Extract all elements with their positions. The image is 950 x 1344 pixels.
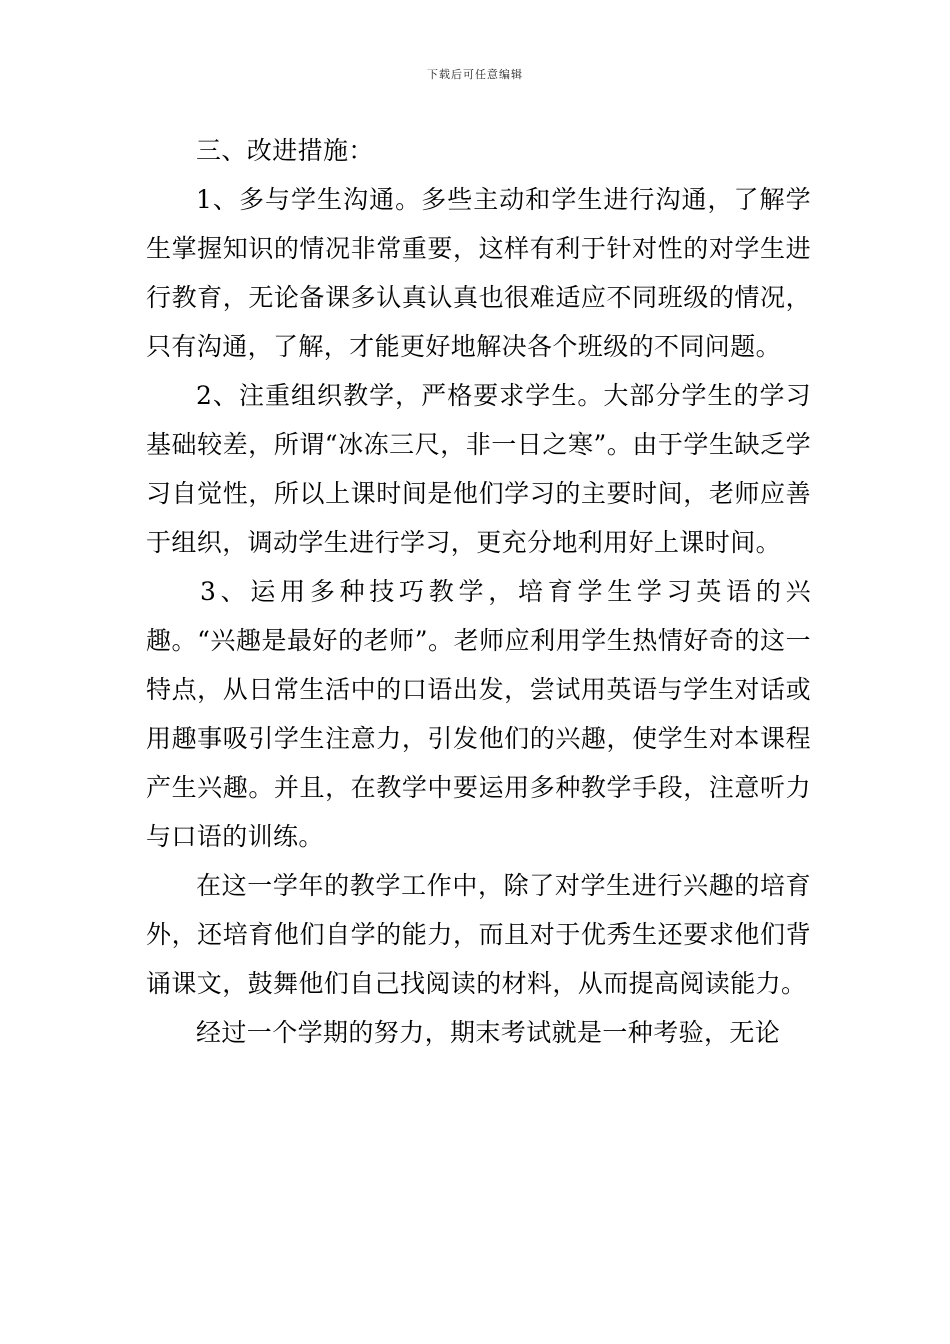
- section-heading: 三、改进措施：: [196, 136, 374, 165]
- paragraph-item-3: 3、运用多种技巧教学，培育学生学习英语的兴趣。“兴趣是最好的老师”。老师应利用学生热情好奇的这一特点，从日常生活中的口语出发，尝试用英语与学生对话或用趣事吸引学生注意力，引发他们的兴趣，使学生对本课程产生兴趣。并且，在教学中要运用多种教学手段，注意听力与口语的训练。: [146, 577, 811, 851]
- document-body: [146, 126, 811, 1057]
- paragraph-summary: 在这一学年的教学工作中，除了对学生进行兴趣的培育外，还培育他们自学的能力，而且对于优秀生还要求他们背诵课文，鼓舞他们自己找阅读的材料，从而提高阅读能力。: [146, 871, 811, 998]
- page-header-note: 下载后可任意编辑: [427, 68, 523, 81]
- paragraph-item-1: 1、多与学生沟通。多些主动和学生进行沟通，了解学生掌握知识的情况非常重要，这样有利于针对性的对学生进行教育，无论备课多认真认真也很难适应不同班级的情况，只有沟通，了解，才能更好地解决各个班级的不同问题。: [146, 185, 811, 361]
- paragraph-item-2: 2、注重组织教学，严格要求学生。大部分学生的学习基础较差，所谓“冰冻三尺，非一日之寒”。由于学生缺乏学习自觉性，所以上课时间是他们学习的主要时间，老师应善于组织，调动学生进行学习，更充分地利用好上课时间。: [146, 381, 811, 557]
- paragraph-closing: 经过一个学期的努力，期末考试就是一种考验，无论: [196, 1018, 781, 1047]
